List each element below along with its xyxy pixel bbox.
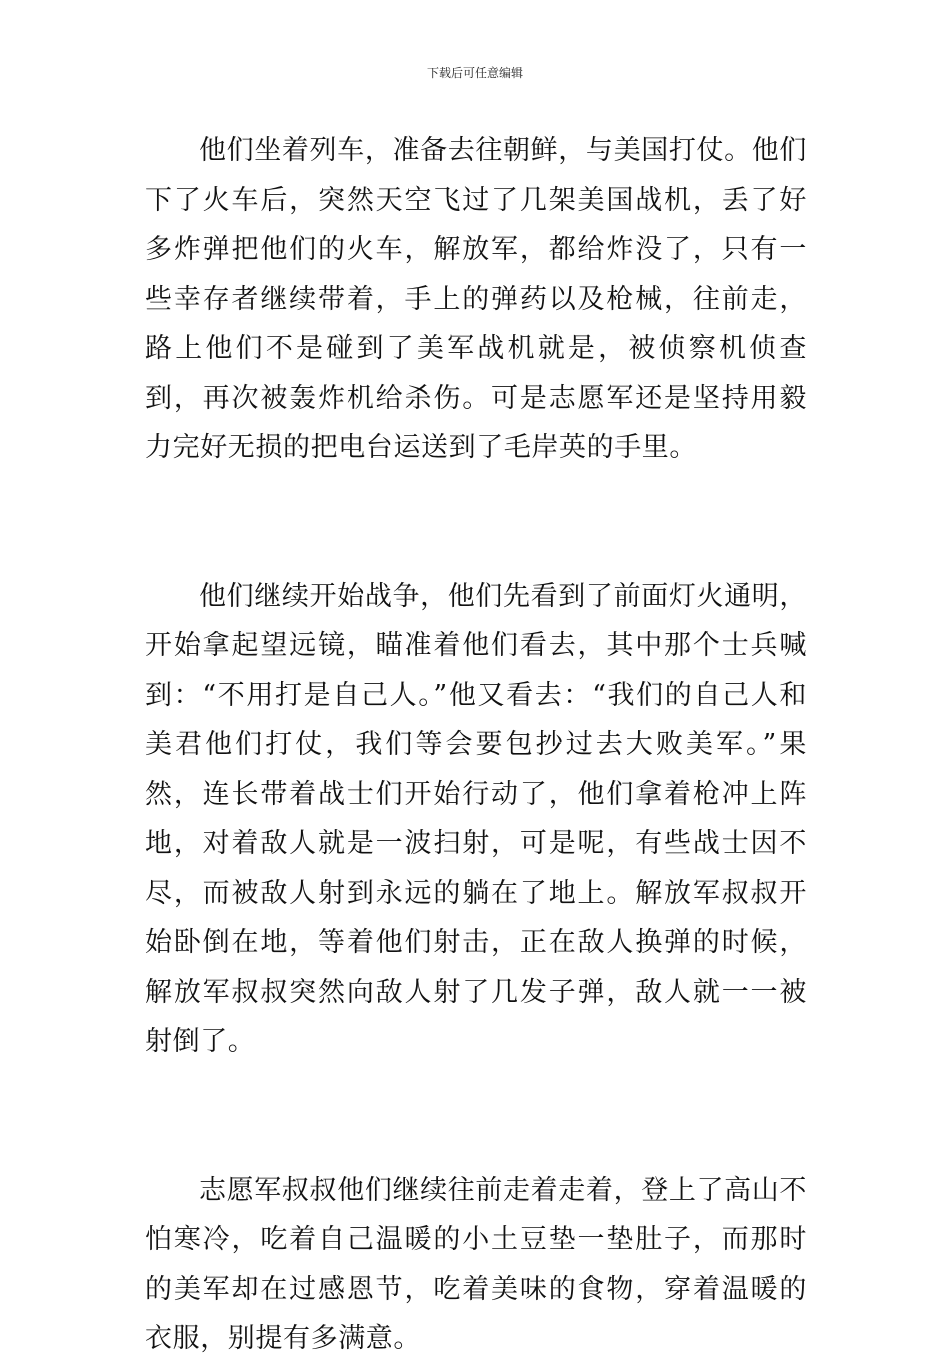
- page-header-note: 下载后可任意编辑: [426, 66, 523, 80]
- paragraph-1: 他们坐着列车，准备去往朝鲜，与美国打仗。他们下了火车后，突然天空飞过了几架美国战机，丢了好多炸弹把他们的火车，解放军，都给炸没了，只有一些幸存者继续带着，手上的弹药以及枪械，往前走，路上他们不是碰到了美军战机就是，被侦察机侦查到，再次被轰炸机给杀伤。可是志愿军还是坚持用毅力完好无损的把电台运送到了毛岸英的手里。: [145, 135, 807, 463]
- paragraph-2: 他们继续开始战争，他们先看到了前面灯火通明，开始拿起望远镜，瞄准着他们看去，其中那个士兵喊到：“不用打是自己人。”他又看去：“我们的自己人和美君他们打仗，我们等会要包抄过去大败美军。”果然，连长带着战士们开始行动了，他们拿着枪冲上阵地，对着敌人就是一波扫射，可是呢，有些战士因不尽，而被敌人射到永远的躺在了地上。解放军叔叔开始卧倒在地，等着他们射击，正在敌人换弹的时候，解放军叔叔突然向敌人射了几发子弹，敌人就一一被射倒了。: [145, 580, 807, 1057]
- paragraph-3: 志愿军叔叔他们继续往前走着走着，登上了高山不怕寒冷，吃着自己温暖的小土豆垫一垫肚子，而那时的美军却在过感恩节，吃着美味的食物，穿着温暖的衣服，别提有多满意。: [145, 1174, 807, 1354]
- document-body: [145, 126, 807, 1364]
